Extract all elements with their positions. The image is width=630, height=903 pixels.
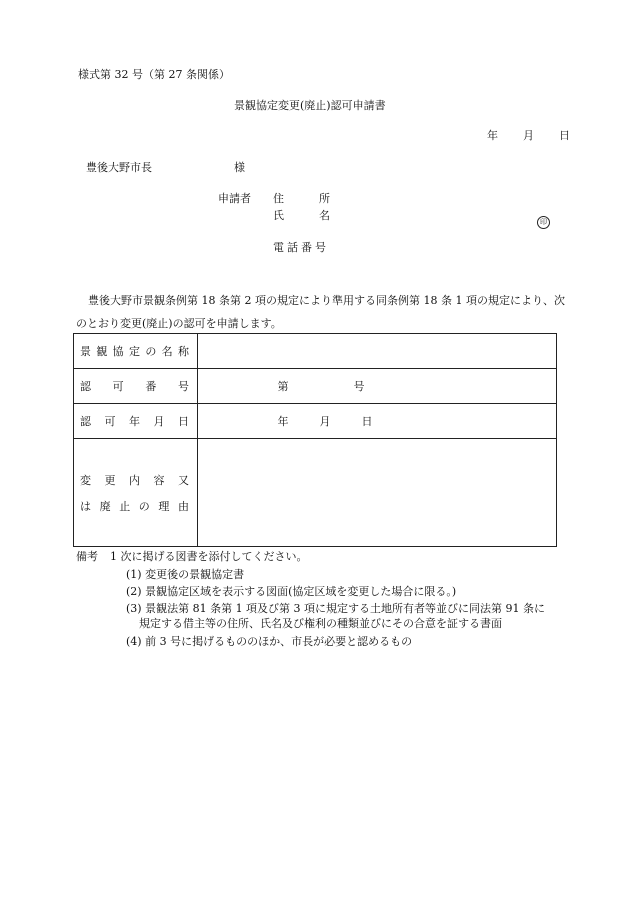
permit-number-prefix: 第 [277,380,289,393]
date-month-label: 月 [523,129,534,142]
seal-icon: 印 [537,216,550,229]
notes-sub3-line2: 規定する借主等の住所、氏名及び権利の種類並びにその合意を証する書面 [139,617,502,630]
table-label-cell [74,369,198,404]
notes-heading: 備考 [76,550,98,563]
agreement-name-field[interactable] [198,334,557,369]
name-label-char: 名 [319,209,330,222]
notes-sub2: (2) 景観協定区域を表示する図面(協定区域を変更した場合に限る。) [126,585,457,598]
permit-date-month: 月 [319,415,331,428]
phone-label: 電話番号 [273,241,329,254]
notes-sub1: (1) 変更後の景観協定書 [126,568,245,581]
applicant-label: 申請者 [218,192,251,205]
form-number: 様式第 32 号（第 27 条関係） [78,68,230,81]
permit-date-field[interactable] [198,404,557,439]
address-label-char: 所 [319,192,330,205]
date-year-label: 年 [487,129,498,142]
address-label-char: 住 [273,192,284,205]
addressee-honorific: 様 [234,161,245,174]
change-content-field[interactable] [198,439,557,547]
label-change-content-line2: は 廃 止 の 理 由 [80,499,189,513]
application-table [73,333,557,547]
table-row [74,369,557,404]
name-label-char: 氏 [273,209,284,222]
document-title: 景観協定変更(廃止)認可申請書 [234,99,386,112]
permit-number-suffix: 号 [353,380,365,393]
date-line [487,127,570,143]
table-row [74,334,557,369]
table-label-cell [74,404,198,439]
body-text-line1: 豊後大野市景観条例第 18 条第 2 項の規定により準用する同条例第 18 条 1 項の規定により、次 [88,294,565,307]
table-label-cell [74,334,198,369]
permit-number-field[interactable] [198,369,557,404]
notes-sub4: (4) 前 3 号に掲げるもののほか、市長が必要と認めるもの [126,635,413,648]
body-text-line2: のとおり変更(廃止)の認可を申請します。 [76,317,282,330]
table-row [74,404,557,439]
table-label-cell [74,439,198,547]
notes-item1: 1 次に掲げる図書を添付してください。 [110,550,308,563]
seal-mark [537,214,550,229]
label-change-content-line1: 変 更 内 容 又 [80,473,189,487]
date-day-label: 日 [559,129,570,142]
label-agreement-name: 景 観 協 定 の 名 称 [80,345,189,358]
permit-date-day: 日 [361,415,373,428]
permit-date-year: 年 [277,415,289,428]
addressee-name: 豊後大野市長 [86,161,152,174]
notes-sub3-line1: (3) 景観法第 81 条第 1 項及び第 3 項に規定する土地所有者等並びに同法第 91 条に [126,602,546,615]
address-label [273,190,330,206]
table-row [74,439,557,547]
label-permit-date: 認 可 年 月 日 [80,415,189,428]
name-label [273,207,330,223]
label-permit-number: 認 可 番 号 [80,380,189,393]
